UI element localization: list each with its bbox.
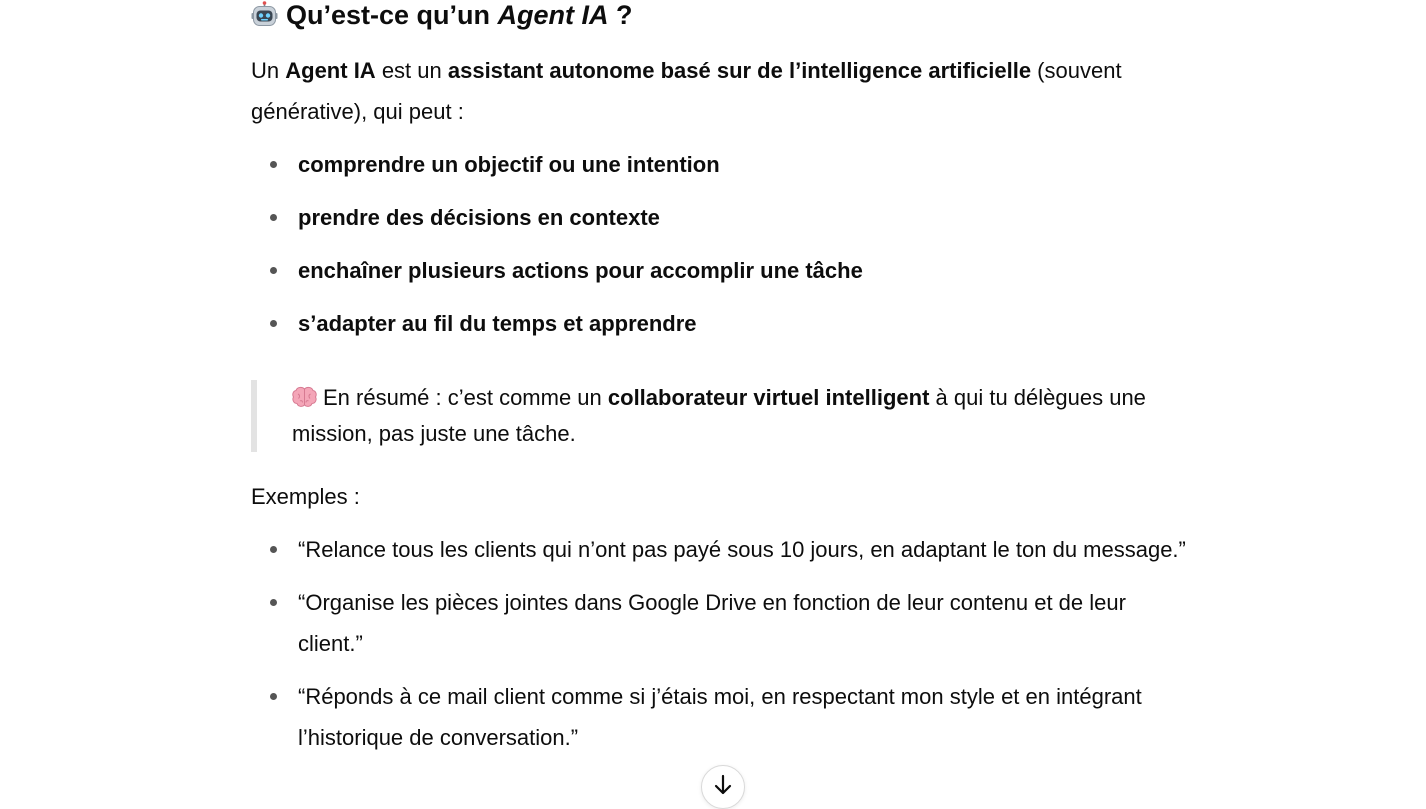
intro-text-1: Un — [251, 58, 286, 83]
heading-emphasis: Agent IA — [497, 0, 609, 30]
intro-paragraph — [251, 50, 1191, 132]
list-item: “Relance tous les clients qui n’ont pas payé sous 10 jours, en adaptant le ton du message.” — [251, 529, 1191, 570]
summary-text-2: à qui tu délègues une mission, pas juste une tâche. — [292, 385, 1146, 446]
summary-bold: collaborateur virtuel intelligent — [607, 385, 930, 410]
intro-text-3: (souvent générative), qui peut : — [251, 58, 1122, 124]
list-item: s’adapter au fil du temps et apprendre — [251, 303, 1191, 344]
section-heading — [251, 0, 633, 33]
scroll-to-bottom-button[interactable] — [701, 765, 745, 809]
summary-text — [292, 380, 1198, 452]
summary-text-1: En résumé : c’est comme un — [323, 385, 608, 410]
list-item: comprendre un objectif ou une intention — [251, 144, 1191, 185]
summary-quote — [251, 380, 1198, 452]
list-item: “Organise les pièces jointes dans Google Drive en fonction de leur contenu et de leur client.” — [251, 582, 1191, 664]
examples-list — [251, 529, 1191, 770]
heading-prefix: Qu’est-ce qu’un — [286, 0, 498, 30]
examples-label: Exemples : — [251, 484, 360, 509]
brain-icon — [292, 383, 317, 405]
arrow-down-icon — [713, 774, 733, 801]
intro-text-2: est un — [375, 58, 448, 83]
capabilities-list — [251, 144, 1191, 356]
intro-bold-2: assistant autonome basé sur de l’intelligence artificielle — [447, 58, 1032, 83]
heading-suffix: ? — [608, 0, 633, 30]
list-item: enchaîner plusieurs actions pour accomplir une tâche — [251, 250, 1191, 291]
robot-icon — [251, 1, 278, 28]
list-item: prendre des décisions en contexte — [251, 197, 1191, 238]
intro-bold-1: Agent IA — [285, 58, 376, 83]
list-item: “Réponds à ce mail client comme si j’étais moi, en respectant mon style et en intégrant l’historique de conversation.” — [251, 676, 1191, 758]
